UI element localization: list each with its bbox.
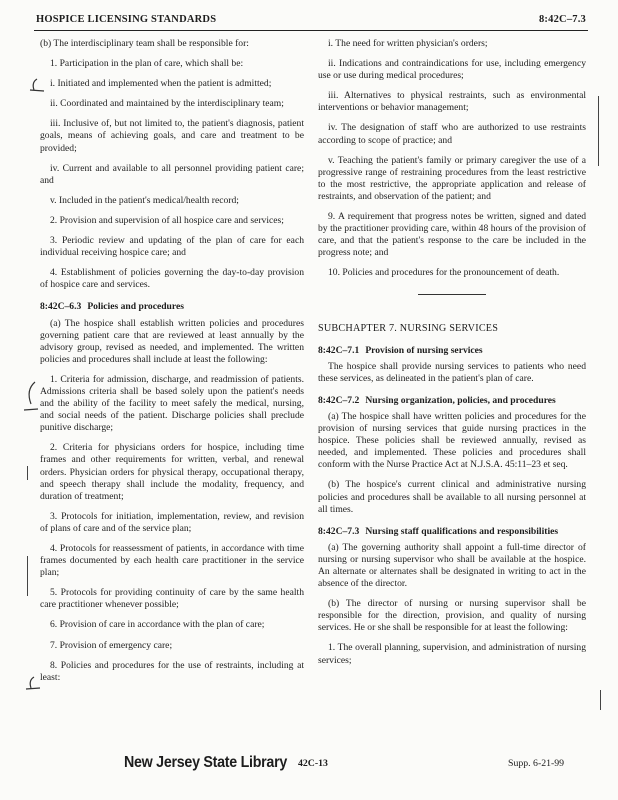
- section-title: Provision of nursing services: [365, 344, 483, 356]
- header-rule: [34, 30, 588, 31]
- paragraph: iv. The designation of staff who are authorized to use restraints according to scope of practice; and: [318, 122, 586, 146]
- paragraph: (a) The hospice shall have written policies and procedures for the provision of nursing services that guide nursing practices in the hospice. These policies shall be reviewed annually, revised as needed, and implemented. These policies and procedures shall conform with the Nurse Practice Act at N.J.S.A. 45:11–23 et seq.: [318, 410, 586, 471]
- paragraph: v. Teaching the patient's family or primary caregiver the use of a progressive range of restraining procedures from the least restrictive to the most restrictive, the appropriate application and release of restraints, and observation of the patient; and: [318, 154, 586, 202]
- paragraph: 3. Protocols for initiation, implementation, review, and revision of plans of care and of the service plan;: [40, 510, 304, 534]
- paragraph: 3. Periodic review and updating of the plan of care for each individual receiving hospice care; and: [40, 235, 304, 259]
- section-heading: [318, 395, 586, 407]
- paragraph: (b) The interdisciplinary team shall be responsible for:: [40, 38, 249, 49]
- section-heading: [318, 345, 586, 357]
- paragraph: 7. Provision of emergency care;: [50, 639, 173, 651]
- paragraph: (b) The director of nursing or nursing supervisor shall be responsible for the direction, provision, and quality of nursing services. He or she shall be responsible for at least the following:: [318, 598, 586, 634]
- section-title: Nursing organization, policies, and procedures: [365, 394, 556, 406]
- section-number: 8:42C–7.2: [318, 394, 360, 406]
- paragraph: The hospice shall provide nursing services to patients who need these services, as delineated in the patient's plan of care.: [318, 360, 586, 384]
- paragraph: 2. Provision and supervision of all hospice care and services;: [50, 214, 284, 226]
- paragraph: 5. Protocols for providing continuity of care by the same health care practitioner whenever possible;: [40, 587, 304, 611]
- paragraph: ii. Indications and contraindications for use, including emergency use or use during medical procedures;: [318, 58, 586, 82]
- paragraph: v. Included in the patient's medical/health record;: [50, 194, 239, 206]
- paragraph: 1. Participation in the plan of care, which shall be:: [50, 58, 244, 70]
- page-footer: [0, 748, 618, 788]
- paragraph: 10. Policies and procedures for the pronouncement of death.: [328, 267, 560, 279]
- paragraph: 9. A requirement that progress notes be written, signed and dated by the practitioner providing care, within 48 hours of the provision of care, and that the patient's response to the care be included in the progress note; and: [318, 211, 586, 259]
- left-column: [40, 38, 304, 692]
- paragraph: iii. Inclusive of, but not limited to, the patient's diagnosis, patient goals, means of achieving goals, and care and treatment to be provided;: [40, 118, 304, 154]
- paragraph: 4. Protocols for reassessment of patients, in accordance with time frames documented by each health care practitioner in the service plan;: [40, 543, 304, 579]
- paragraph: (b) The hospice's current clinical and administrative nursing policies and procedures shall be available to all nursing personnel at all times.: [318, 479, 586, 515]
- margin-annotation-icon: [22, 380, 40, 414]
- section-number: 8:42C–6.3: [40, 301, 82, 313]
- paragraph: 4. Establishment of policies governing the day-to-day provision of hospice care and services.: [40, 267, 304, 291]
- paragraph: 2. Criteria for physicians orders for hospice, including time frames and other requirements for written, verbal, and renewal orders. Physician orders for physical therapy, occupational therapy, and speech therapy shall include the modality, frequency, and duration of treatment;: [40, 442, 304, 502]
- paragraph: 8. Policies and procedures for the use of restraints, including at least:: [40, 659, 304, 683]
- section-number: 8:42C–7.3: [318, 525, 360, 537]
- paragraph: i. Initiated and implemented when the patient is admitted;: [50, 78, 272, 90]
- subchapter-heading: SUBCHAPTER 7. NURSING SERVICES: [318, 322, 499, 334]
- header-section: 8:42C–7.3: [538, 14, 586, 25]
- margin-tick: [27, 556, 28, 596]
- section-number: 8:42C–7.1: [318, 344, 360, 356]
- margin-tick: [600, 690, 601, 710]
- paragraph: i. The need for written physician's orders;: [328, 38, 488, 49]
- paragraph: (a) The governing authority shall appoint a full-time director of nursing or nursing supervisor who shall be available at the hospice. An alternate or alternates shall be designated in writing to act in the absence of the director.: [318, 541, 586, 590]
- paragraph: iii. Alternatives to physical restraints, such as environmental interventions or behavior management;: [318, 90, 586, 114]
- header-title: HOSPICE LICENSING STANDARDS: [36, 14, 217, 25]
- section-title: Nursing staff qualifications and responsibilities: [365, 525, 559, 537]
- margin-tick: [598, 96, 599, 166]
- paragraph: (a) The hospice shall establish written policies and procedures governing patient care that are reviewed at least annually by the advisory group, revised as needed, and implemented. The written policies and procedures shall include at least the following:: [40, 317, 304, 365]
- right-column: [318, 38, 586, 675]
- paragraph: 1. The overall planning, supervision, and administration of nursing services;: [318, 642, 586, 666]
- page-number: 42C-13: [298, 758, 328, 769]
- supplement-date: Supp. 6-21-99: [508, 758, 565, 769]
- paragraph: 1. Criteria for admission, discharge, and readmission of patients. Admissions criteria shall be based solely upon the patient's needs and the ability of the facility to meet safely the medical, nursing, and social needs of the patient. Discharge policies shall preclude punitive discharge;: [40, 373, 304, 434]
- section-heading: [318, 526, 586, 538]
- library-stamp: New Jersey State Library: [124, 754, 288, 771]
- section-divider: [418, 294, 486, 295]
- paragraph: 6. Provision of care in accordance with the plan of care;: [50, 619, 265, 631]
- margin-tick: [27, 466, 28, 480]
- section-heading: [40, 301, 304, 313]
- paragraph: iv. Current and available to all personnel providing patient care; and: [40, 162, 304, 186]
- paragraph: ii. Coordinated and maintained by the interdisciplinary team;: [50, 98, 284, 110]
- running-header: [36, 14, 586, 25]
- section-title: Policies and procedures: [87, 301, 184, 313]
